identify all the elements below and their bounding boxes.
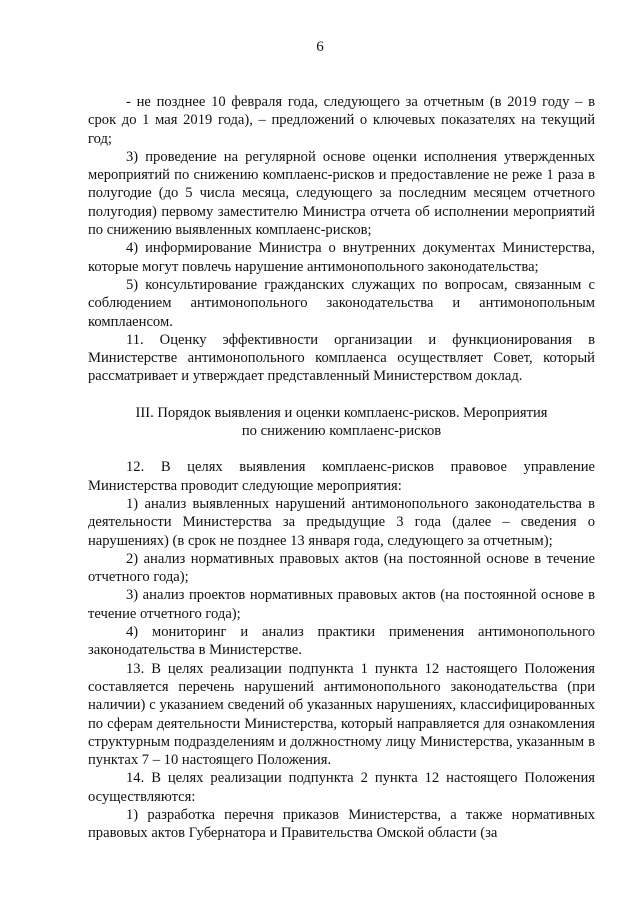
paragraph-item-4-informing: 4) информирование Министра о внутренних документах Министерства, которые могут повлечь нарушение антимонопольного законодательства; bbox=[88, 240, 595, 275]
section-heading bbox=[88, 404, 595, 441]
paragraph-12-item-4: 4) мониторинг и анализ практики применения антимонопольного законодательства в Министерстве. bbox=[88, 624, 595, 659]
section-heading-line-2: по снижению комплаенс-рисков bbox=[241, 423, 442, 440]
spacer bbox=[88, 386, 595, 404]
paragraph-14-intro: 14. В целях реализации подпункта 2 пункта 12 настоящего Положения осуществляются: bbox=[88, 770, 595, 805]
paragraph-12-item-1: 1) анализ выявленных нарушений антимонопольного законодательства в деятельности Министерства за предыдущие 3 года (далее – сведения о нарушениях) (в срок не позднее 13 января года, следующего за отчетным); bbox=[88, 495, 595, 549]
document-body bbox=[88, 93, 595, 843]
spacer bbox=[88, 440, 595, 458]
paragraph-13-violations-list: 13. В целях реализации подпункта 1 пункта 12 настоящего Положения составляется перечень нарушений антимонопольного законодательства (при наличии) с указанием сведений об указанных нарушениях, классифицированных по сферам деятельности Министерства, который направляется для ознакомления структурным подразделениям и должностному лицу Министерства, указанным в пунктах 7 – 10 настоящего Положения. bbox=[88, 660, 595, 769]
paragraph-item-3-assessment: 3) проведение на регулярной основе оценки исполнения утвержденных мероприятий по снижению комплаенс-рисков и предоставление не реже 1 раза в полугодие (до 5 числа месяца, следующего за последним месяцем отчетного полугодия) первому заместителю Министра отчета об исполнении мероприятий по снижению выявленных комплаенс-рисков; bbox=[88, 148, 595, 239]
page-number: 6 bbox=[316, 39, 324, 55]
paragraph-12-item-3: 3) анализ проектов нормативных правовых актов (на постоянной основе в течение отчетного года); bbox=[88, 587, 595, 622]
section-heading-line-1: III. Порядок выявления и оценки комплаенс-рисков. Мероприятия bbox=[135, 404, 548, 421]
paragraph-12-measures: 12. В целях выявления комплаенс-рисков правовое управление Министерства проводит следующие мероприятия: bbox=[88, 459, 595, 494]
paragraph-14-item-1: 1) разработка перечня приказов Министерства, а также нормативных правовых актов Губернатора и Правительства Омской области (за bbox=[88, 806, 595, 842]
paragraph-deadline-february: - не позднее 10 февраля года, следующего за отчетным (в 2019 году – в срок до 1 мая 2019 года), – предложений о ключевых показателях на текущий год; bbox=[88, 94, 595, 147]
paragraph-12-item-2: 2) анализ нормативных правовых актов (на постоянной основе в течение отчетного года); bbox=[88, 550, 595, 586]
paragraph-item-5-consulting: 5) консультирование гражданских служащих по вопросам, связанным с соблюдением антимонопольного законодательства и антимонопольным комплаенсом. bbox=[88, 276, 595, 330]
paragraph-11-efficiency: 11. Оценку эффективности организации и функционирования в Министерстве антимонопольного комплаенса осуществляет Совет, который рассматривает и утверждает представленный Министерством доклад. bbox=[88, 331, 595, 385]
